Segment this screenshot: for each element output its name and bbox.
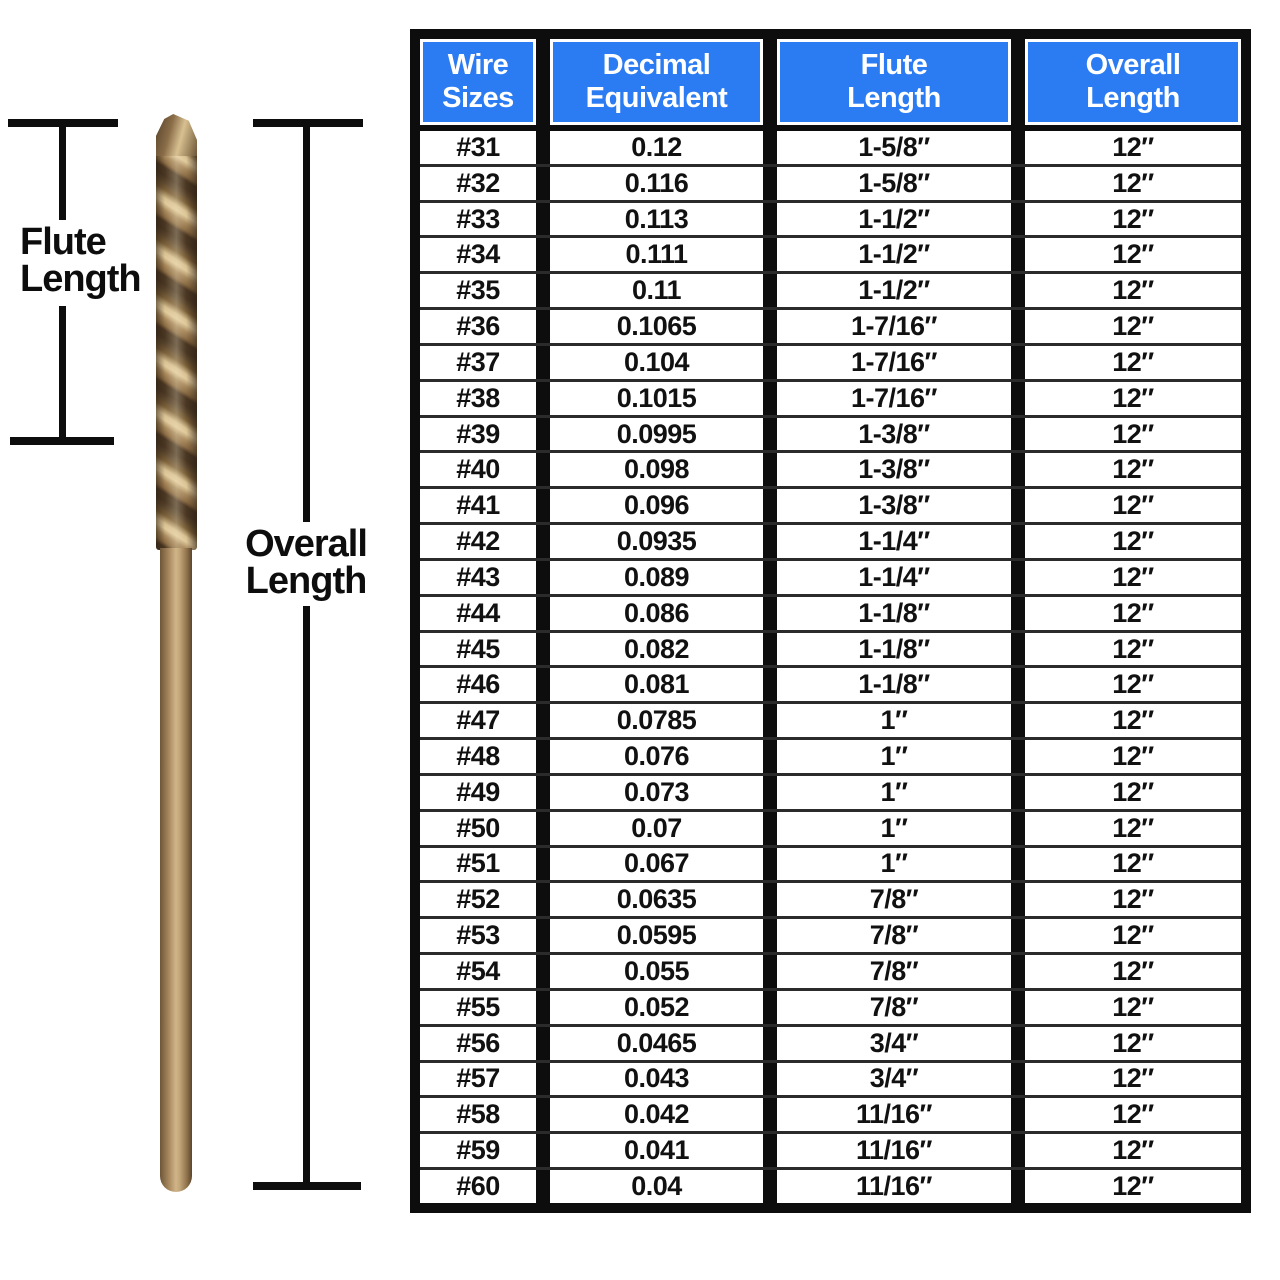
column-separator xyxy=(536,955,550,988)
column-separator xyxy=(536,848,550,881)
column-separator xyxy=(536,812,550,845)
column-separator xyxy=(536,346,550,379)
cell-decimal-equivalent: 0.086 xyxy=(550,597,763,630)
table-row xyxy=(420,486,1241,522)
cell-flute-length: 1-5/8″ xyxy=(777,131,1011,164)
column-separator xyxy=(1011,310,1025,343)
column-separator xyxy=(536,1170,550,1203)
cell-overall-length: 12″ xyxy=(1025,561,1241,594)
column-separator xyxy=(1011,812,1025,845)
cell-decimal-equivalent: 0.041 xyxy=(550,1134,763,1167)
column-separator xyxy=(536,1027,550,1060)
table-row xyxy=(420,1131,1241,1167)
column-separator xyxy=(763,704,777,737)
column-separator xyxy=(763,167,777,200)
cell-overall-length: 12″ xyxy=(1025,310,1241,343)
header-wire-sizes-line2: Sizes xyxy=(442,82,514,114)
column-separator xyxy=(1011,453,1025,486)
table-row xyxy=(420,450,1241,486)
overall-length-label xyxy=(240,523,372,602)
cell-wire-size: #51 xyxy=(420,848,536,881)
column-separator xyxy=(536,453,550,486)
cell-flute-length: 1-1/8″ xyxy=(777,597,1011,630)
cell-decimal-equivalent: 0.0995 xyxy=(550,418,763,451)
cell-wire-size: #34 xyxy=(420,238,536,271)
cell-wire-size: #50 xyxy=(420,812,536,845)
cell-wire-size: #35 xyxy=(420,274,536,307)
table-row xyxy=(420,809,1241,845)
column-separator xyxy=(536,525,550,558)
cell-flute-length: 1-1/4″ xyxy=(777,561,1011,594)
column-separator xyxy=(763,1063,777,1096)
column-separator xyxy=(763,1134,777,1167)
table-row xyxy=(420,307,1241,343)
cell-wire-size: #40 xyxy=(420,453,536,486)
cell-overall-length: 12″ xyxy=(1025,1027,1241,1060)
header-overall-line2: Length xyxy=(1086,82,1180,114)
column-separator xyxy=(763,274,777,307)
column-separator xyxy=(763,1027,777,1060)
cell-flute-length: 1-1/2″ xyxy=(777,238,1011,271)
column-separator xyxy=(1011,991,1025,1024)
column-separator xyxy=(1011,418,1025,451)
flute-marker-line-upper xyxy=(59,127,66,220)
header-wire-sizes xyxy=(420,39,536,125)
drill-bit-tip xyxy=(156,114,197,156)
column-separator xyxy=(763,418,777,451)
header-flute-line1: Flute xyxy=(860,49,928,81)
cell-overall-length: 12″ xyxy=(1025,418,1241,451)
cell-flute-length: 7/8″ xyxy=(777,883,1011,916)
cell-wire-size: #41 xyxy=(420,489,536,522)
cell-overall-length: 12″ xyxy=(1025,346,1241,379)
column-separator xyxy=(536,39,550,131)
table-row xyxy=(420,1095,1241,1131)
table-row xyxy=(420,880,1241,916)
column-separator xyxy=(1011,919,1025,952)
cell-decimal-equivalent: 0.11 xyxy=(550,274,763,307)
column-separator xyxy=(763,346,777,379)
cell-overall-length: 12″ xyxy=(1025,1134,1241,1167)
column-separator xyxy=(763,561,777,594)
column-separator xyxy=(1011,203,1025,236)
column-separator xyxy=(763,597,777,630)
cell-flute-length: 1-7/16″ xyxy=(777,382,1011,415)
column-separator xyxy=(536,274,550,307)
column-separator xyxy=(536,382,550,415)
cell-flute-length: 1-1/8″ xyxy=(777,633,1011,666)
table-row xyxy=(420,988,1241,1024)
table-row xyxy=(420,522,1241,558)
cell-decimal-equivalent: 0.089 xyxy=(550,561,763,594)
overall-length-label-line1: Overall xyxy=(245,523,367,565)
cell-wire-size: #39 xyxy=(420,418,536,451)
flute-length-label-line1: Flute xyxy=(20,221,106,263)
cell-overall-length: 12″ xyxy=(1025,776,1241,809)
header-decimal-equivalent xyxy=(550,39,763,125)
cell-flute-length: 1-1/2″ xyxy=(777,274,1011,307)
column-separator xyxy=(536,203,550,236)
table-body xyxy=(420,131,1241,1203)
flute-marker-line-lower xyxy=(59,306,66,437)
cell-decimal-equivalent: 0.0935 xyxy=(550,525,763,558)
cell-wire-size: #53 xyxy=(420,919,536,952)
cell-flute-length: 1-3/8″ xyxy=(777,418,1011,451)
cell-flute-length: 7/8″ xyxy=(777,955,1011,988)
cell-overall-length: 12″ xyxy=(1025,1063,1241,1096)
cell-wire-size: #36 xyxy=(420,310,536,343)
table-row xyxy=(420,952,1241,988)
column-separator xyxy=(763,382,777,415)
column-separator xyxy=(763,238,777,271)
column-separator xyxy=(1011,489,1025,522)
table-row xyxy=(420,1024,1241,1060)
column-separator xyxy=(1011,883,1025,916)
cell-decimal-equivalent: 0.043 xyxy=(550,1063,763,1096)
column-separator xyxy=(1011,668,1025,701)
column-separator xyxy=(1011,167,1025,200)
column-separator xyxy=(1011,131,1025,164)
cell-overall-length: 12″ xyxy=(1025,919,1241,952)
table-row xyxy=(420,415,1241,451)
column-separator xyxy=(536,883,550,916)
overall-marker-bottom-bar xyxy=(253,1182,361,1190)
flute-marker-top-bar xyxy=(8,119,118,127)
cell-overall-length: 12″ xyxy=(1025,1170,1241,1203)
overall-marker-top-bar xyxy=(253,119,363,127)
column-separator xyxy=(763,812,777,845)
column-separator xyxy=(536,1063,550,1096)
column-separator xyxy=(1011,955,1025,988)
cell-flute-length: 1-1/2″ xyxy=(777,203,1011,236)
cell-flute-length: 1″ xyxy=(777,848,1011,881)
column-separator xyxy=(536,740,550,773)
column-separator xyxy=(1011,274,1025,307)
cell-decimal-equivalent: 0.067 xyxy=(550,848,763,881)
column-separator xyxy=(1011,776,1025,809)
cell-wire-size: #37 xyxy=(420,346,536,379)
table-row xyxy=(420,271,1241,307)
cell-overall-length: 12″ xyxy=(1025,453,1241,486)
cell-flute-length: 1″ xyxy=(777,740,1011,773)
cell-wire-size: #44 xyxy=(420,597,536,630)
header-flute-line2: Length xyxy=(847,82,941,114)
column-separator xyxy=(536,238,550,271)
cell-overall-length: 12″ xyxy=(1025,955,1241,988)
column-separator xyxy=(763,1098,777,1131)
column-separator xyxy=(536,776,550,809)
cell-flute-length: 3/4″ xyxy=(777,1027,1011,1060)
column-separator xyxy=(536,418,550,451)
cell-flute-length: 11/16″ xyxy=(777,1098,1011,1131)
table-row xyxy=(420,701,1241,737)
flute-marker-bottom-bar xyxy=(10,437,114,445)
cell-flute-length: 1″ xyxy=(777,812,1011,845)
cell-wire-size: #59 xyxy=(420,1134,536,1167)
header-flute-length xyxy=(777,39,1011,125)
drill-bit-shank xyxy=(160,548,192,1192)
overall-marker-line-upper xyxy=(303,127,310,522)
cell-flute-length: 7/8″ xyxy=(777,919,1011,952)
cell-wire-size: #33 xyxy=(420,203,536,236)
cell-decimal-equivalent: 0.081 xyxy=(550,668,763,701)
table-row xyxy=(420,235,1241,271)
cell-wire-size: #47 xyxy=(420,704,536,737)
cell-decimal-equivalent: 0.0465 xyxy=(550,1027,763,1060)
column-separator xyxy=(536,1098,550,1131)
cell-wire-size: #57 xyxy=(420,1063,536,1096)
cell-wire-size: #48 xyxy=(420,740,536,773)
cell-flute-length: 1-3/8″ xyxy=(777,453,1011,486)
cell-flute-length: 1-7/16″ xyxy=(777,310,1011,343)
column-separator xyxy=(1011,525,1025,558)
cell-flute-length: 1″ xyxy=(777,776,1011,809)
column-separator xyxy=(1011,848,1025,881)
column-separator xyxy=(1011,561,1025,594)
column-separator xyxy=(1011,633,1025,666)
table-row xyxy=(420,594,1241,630)
column-separator xyxy=(763,453,777,486)
cell-decimal-equivalent: 0.111 xyxy=(550,238,763,271)
cell-flute-length: 1-5/8″ xyxy=(777,167,1011,200)
cell-wire-size: #52 xyxy=(420,883,536,916)
cell-flute-length: 1-7/16″ xyxy=(777,346,1011,379)
flute-length-label-line2: Length xyxy=(20,258,141,300)
column-separator xyxy=(1011,382,1025,415)
table-row xyxy=(420,630,1241,666)
cell-wire-size: #45 xyxy=(420,633,536,666)
table-row xyxy=(420,1167,1241,1203)
table-row xyxy=(420,665,1241,701)
table-row xyxy=(420,200,1241,236)
column-separator xyxy=(536,597,550,630)
column-separator xyxy=(536,310,550,343)
column-separator xyxy=(763,310,777,343)
drill-bit-image xyxy=(156,114,197,1192)
size-table xyxy=(410,29,1251,1213)
column-separator xyxy=(763,525,777,558)
cell-decimal-equivalent: 0.0635 xyxy=(550,883,763,916)
column-separator xyxy=(536,633,550,666)
cell-decimal-equivalent: 0.0785 xyxy=(550,704,763,737)
column-separator xyxy=(1011,1098,1025,1131)
cell-flute-length: 3/4″ xyxy=(777,1063,1011,1096)
table-header-row xyxy=(420,39,1241,131)
column-separator xyxy=(763,848,777,881)
cell-flute-length: 11/16″ xyxy=(777,1170,1011,1203)
cell-wire-size: #46 xyxy=(420,668,536,701)
cell-decimal-equivalent: 0.07 xyxy=(550,812,763,845)
column-separator xyxy=(1011,39,1025,131)
cell-wire-size: #43 xyxy=(420,561,536,594)
column-separator xyxy=(536,131,550,164)
column-separator xyxy=(536,919,550,952)
drill-bit-flutes xyxy=(156,154,197,550)
column-separator xyxy=(763,633,777,666)
column-separator xyxy=(763,955,777,988)
cell-decimal-equivalent: 0.052 xyxy=(550,991,763,1024)
column-separator xyxy=(763,919,777,952)
cell-flute-length: 1-1/8″ xyxy=(777,668,1011,701)
header-overall-length xyxy=(1025,39,1241,125)
column-separator xyxy=(763,489,777,522)
cell-wire-size: #58 xyxy=(420,1098,536,1131)
column-separator xyxy=(1011,740,1025,773)
column-separator xyxy=(763,776,777,809)
table-row xyxy=(420,845,1241,881)
cell-flute-length: 1″ xyxy=(777,704,1011,737)
column-separator xyxy=(536,167,550,200)
cell-overall-length: 12″ xyxy=(1025,668,1241,701)
column-separator xyxy=(1011,704,1025,737)
column-separator xyxy=(763,131,777,164)
column-separator xyxy=(763,991,777,1024)
cell-overall-length: 12″ xyxy=(1025,1098,1241,1131)
cell-decimal-equivalent: 0.098 xyxy=(550,453,763,486)
cell-decimal-equivalent: 0.096 xyxy=(550,489,763,522)
header-decimal-line1: Decimal xyxy=(602,49,711,81)
header-decimal-line2: Equivalent xyxy=(585,82,728,114)
overall-marker-line-lower xyxy=(303,606,310,1182)
cell-wire-size: #55 xyxy=(420,991,536,1024)
cell-overall-length: 12″ xyxy=(1025,812,1241,845)
cell-overall-length: 12″ xyxy=(1025,131,1241,164)
column-separator xyxy=(536,991,550,1024)
cell-flute-length: 1-3/8″ xyxy=(777,489,1011,522)
column-separator xyxy=(1011,1134,1025,1167)
column-separator xyxy=(763,668,777,701)
column-separator xyxy=(1011,1170,1025,1203)
cell-wire-size: #54 xyxy=(420,955,536,988)
column-separator xyxy=(763,203,777,236)
column-separator xyxy=(1011,1027,1025,1060)
header-wire-sizes-line1: Wire xyxy=(447,49,509,81)
cell-overall-length: 12″ xyxy=(1025,238,1241,271)
column-separator xyxy=(1011,1063,1025,1096)
cell-flute-length: 11/16″ xyxy=(777,1134,1011,1167)
cell-decimal-equivalent: 0.104 xyxy=(550,346,763,379)
table-row xyxy=(420,164,1241,200)
cell-decimal-equivalent: 0.0595 xyxy=(550,919,763,952)
column-separator xyxy=(536,489,550,522)
cell-overall-length: 12″ xyxy=(1025,167,1241,200)
column-separator xyxy=(536,1134,550,1167)
cell-decimal-equivalent: 0.076 xyxy=(550,740,763,773)
table-row xyxy=(420,773,1241,809)
header-overall-line1: Overall xyxy=(1085,49,1181,81)
table-row xyxy=(420,737,1241,773)
table-row xyxy=(420,379,1241,415)
column-separator xyxy=(536,704,550,737)
column-separator xyxy=(763,883,777,916)
overall-length-label-line2: Length xyxy=(245,560,367,602)
cell-flute-length: 7/8″ xyxy=(777,991,1011,1024)
cell-decimal-equivalent: 0.055 xyxy=(550,955,763,988)
cell-overall-length: 12″ xyxy=(1025,489,1241,522)
column-separator xyxy=(763,1170,777,1203)
cell-decimal-equivalent: 0.12 xyxy=(550,131,763,164)
cell-wire-size: #49 xyxy=(420,776,536,809)
column-separator xyxy=(1011,346,1025,379)
cell-decimal-equivalent: 0.1065 xyxy=(550,310,763,343)
table-row xyxy=(420,558,1241,594)
cell-overall-length: 12″ xyxy=(1025,991,1241,1024)
cell-decimal-equivalent: 0.082 xyxy=(550,633,763,666)
cell-overall-length: 12″ xyxy=(1025,203,1241,236)
column-separator xyxy=(536,668,550,701)
table-row xyxy=(420,131,1241,164)
cell-overall-length: 12″ xyxy=(1025,740,1241,773)
column-separator xyxy=(536,561,550,594)
table-row xyxy=(420,1060,1241,1096)
cell-decimal-equivalent: 0.042 xyxy=(550,1098,763,1131)
cell-decimal-equivalent: 0.116 xyxy=(550,167,763,200)
cell-decimal-equivalent: 0.04 xyxy=(550,1170,763,1203)
cell-wire-size: #32 xyxy=(420,167,536,200)
cell-overall-length: 12″ xyxy=(1025,382,1241,415)
cell-wire-size: #60 xyxy=(420,1170,536,1203)
cell-overall-length: 12″ xyxy=(1025,525,1241,558)
column-separator xyxy=(763,39,777,131)
cell-overall-length: 12″ xyxy=(1025,633,1241,666)
cell-wire-size: #42 xyxy=(420,525,536,558)
flute-length-label xyxy=(20,221,141,300)
cell-overall-length: 12″ xyxy=(1025,704,1241,737)
column-separator xyxy=(763,740,777,773)
column-separator xyxy=(1011,597,1025,630)
table-row xyxy=(420,916,1241,952)
column-separator xyxy=(1011,238,1025,271)
table-row xyxy=(420,343,1241,379)
cell-wire-size: #38 xyxy=(420,382,536,415)
cell-decimal-equivalent: 0.1015 xyxy=(550,382,763,415)
cell-decimal-equivalent: 0.073 xyxy=(550,776,763,809)
cell-overall-length: 12″ xyxy=(1025,848,1241,881)
cell-overall-length: 12″ xyxy=(1025,883,1241,916)
cell-overall-length: 12″ xyxy=(1025,597,1241,630)
cell-decimal-equivalent: 0.113 xyxy=(550,203,763,236)
cell-flute-length: 1-1/4″ xyxy=(777,525,1011,558)
cell-overall-length: 12″ xyxy=(1025,274,1241,307)
cell-wire-size: #56 xyxy=(420,1027,536,1060)
cell-wire-size: #31 xyxy=(420,131,536,164)
